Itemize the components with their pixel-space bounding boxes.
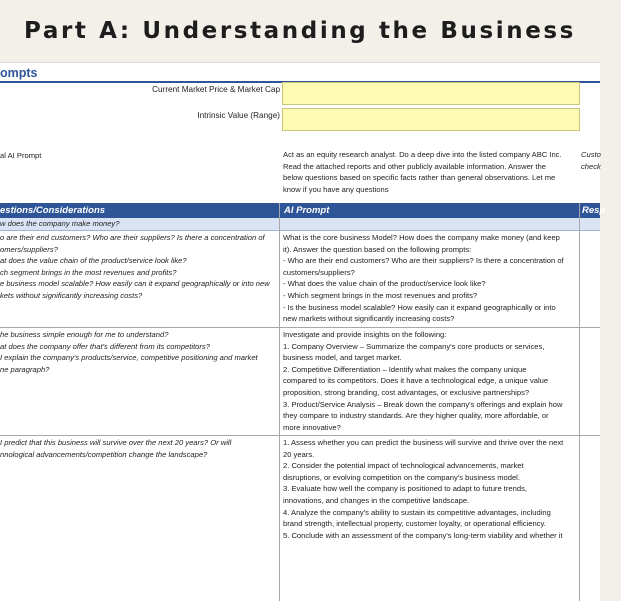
question-line: I explain the company's products/service, competitive positioning and market (0, 353, 258, 363)
intrinsic-value-label: Intrinsic Value (Range) (197, 111, 280, 120)
market-price-input[interactable] (282, 82, 580, 105)
question-line: ch segment brings in the most revenues and profits? (0, 267, 177, 277)
prompt-line: customers/suppliers? (283, 267, 355, 277)
prompt-line: more innovative? (283, 422, 341, 432)
prompt-line: business model, and target market. (283, 353, 402, 363)
prompt-line: 20 years. (283, 449, 315, 459)
prompt-line: 1. Company Overview – Summarize the company's core products or services, (283, 341, 545, 351)
prompt-line: Investigate and provide insights on the following: (283, 330, 447, 339)
section-title: ompts (0, 66, 38, 80)
prompt-line: 5. Conclude with an assessment of the company's long-term viability and whether it (283, 530, 563, 540)
question-line: e business model scalable? How easily can it expand geographically or into new (0, 279, 270, 289)
question-line: he business simple enough for me to understand? (0, 330, 169, 339)
question-cell[interactable] (0, 329, 276, 375)
column-divider (279, 203, 280, 601)
column-header-questions-label: estions/Considerations (0, 205, 106, 216)
ai-prompt-cell[interactable] (283, 232, 578, 325)
question-cell[interactable] (0, 437, 276, 460)
prompt-line: innovations, and changes in the competitive landscape. (283, 495, 470, 505)
prompt-line: it). Answer the question based on the following prompts: (283, 244, 472, 254)
column-header-ai-prompt-label: AI Prompt (284, 205, 330, 216)
row-divider (0, 327, 600, 328)
question-line: I predict that this business will survive over the next 20 years? Or will (0, 438, 232, 447)
intrinsic-value-input[interactable] (282, 108, 580, 131)
question-line: omers/suppliers? (0, 244, 58, 254)
column-header-response-label: Resp (582, 205, 606, 216)
prompt-line: - Which segment brings in the most revenues and profits? (283, 290, 478, 300)
prompt-line: 3. Product/Service Analysis – Break down the company's offerings and explain how (283, 399, 563, 409)
prompt-line: 2. Consider the potential impact of technological advancements, market (283, 461, 524, 471)
prompt-line: compared to its competitors. Does it have a technological edge, a unique value (283, 376, 549, 386)
general-prompt-line: Act as an equity research analyst. Do a deep dive into the listed company ABC Inc. (283, 150, 562, 159)
general-prompt-line: Read the attached reports and other publicly available information. Answer the (283, 161, 546, 171)
custom-prompt-line: Custo (581, 150, 601, 159)
column-header-ai-prompt[interactable] (280, 203, 579, 218)
ai-prompt-cell[interactable] (283, 437, 578, 541)
question-cell[interactable] (0, 232, 276, 302)
prompt-line: 2. Competitive Differentiation – Identify what makes the company unique (283, 364, 527, 374)
page-title: Part A: Understanding the Business (24, 18, 576, 44)
row-divider (0, 435, 600, 436)
subheader-row[interactable] (0, 218, 600, 231)
spreadsheet (0, 62, 606, 601)
prompt-line: - What does the value chain of the product/service look like? (283, 279, 486, 289)
general-prompt-line: know if you have any questions (283, 184, 389, 194)
question-line: ne paragraph? (0, 364, 50, 374)
market-price-label: Current Market Price & Market Cap (152, 85, 280, 94)
prompt-line: - Who are their end customers? Who are their suppliers? Is there a concentration of (283, 256, 564, 266)
column-header-response[interactable] (580, 203, 606, 218)
subheader-text: w does the company make money? (0, 219, 120, 228)
prompt-line: they compare to industry standards. Are they higher quality, more affordable, or (283, 411, 549, 421)
prompt-line: proposition, strong branding, cost advantages, or exclusive partnerships? (283, 387, 530, 397)
prompt-line: 4. Analyze the company's ability to sustain its competitive advantages, including (283, 507, 551, 517)
prompt-line: brand strength, intellectual property, customer loyalty, or operational efficiency. (283, 519, 546, 529)
general-prompt-text[interactable] (283, 149, 578, 195)
prompt-line: 1. Assess whether you can predict the business will survive and thrive over the next (283, 438, 564, 447)
question-line: at does the company offer that's different from its competitors? (0, 341, 210, 351)
ai-prompt-cell[interactable] (283, 329, 578, 433)
prompt-line: new markets without significantly increasing costs? (283, 314, 455, 324)
question-line: o are their end customers? Who are their suppliers? Is there a concentration of (0, 233, 265, 242)
prompt-line: 3. Evaluate how well the company is positioned to adapt to future trends, (283, 484, 527, 494)
custom-prompt-line: check (581, 161, 601, 171)
question-line: at does the value chain of the product/service look like? (0, 256, 187, 266)
question-line: kets without significantly increasing costs? (0, 290, 143, 300)
question-line: nnological advancements/competition change the landscape? (0, 449, 208, 459)
general-prompt-line: below questions based on specific facts rather than general observations. Let me (283, 173, 556, 183)
general-prompt-label: al AI Prompt (0, 151, 42, 160)
prompt-line: - Is the business model scalable? How easily can it expand geographically or into (283, 302, 556, 312)
prompt-line: What is the core business Model? How does the company make money (and keep (283, 233, 560, 242)
column-header-questions[interactable] (0, 203, 279, 218)
column-divider (579, 203, 580, 601)
section-header (0, 65, 600, 83)
custom-prompt-text[interactable] (581, 149, 621, 172)
prompt-line: disruptions, or evolving competition on the company's business model. (283, 472, 520, 482)
